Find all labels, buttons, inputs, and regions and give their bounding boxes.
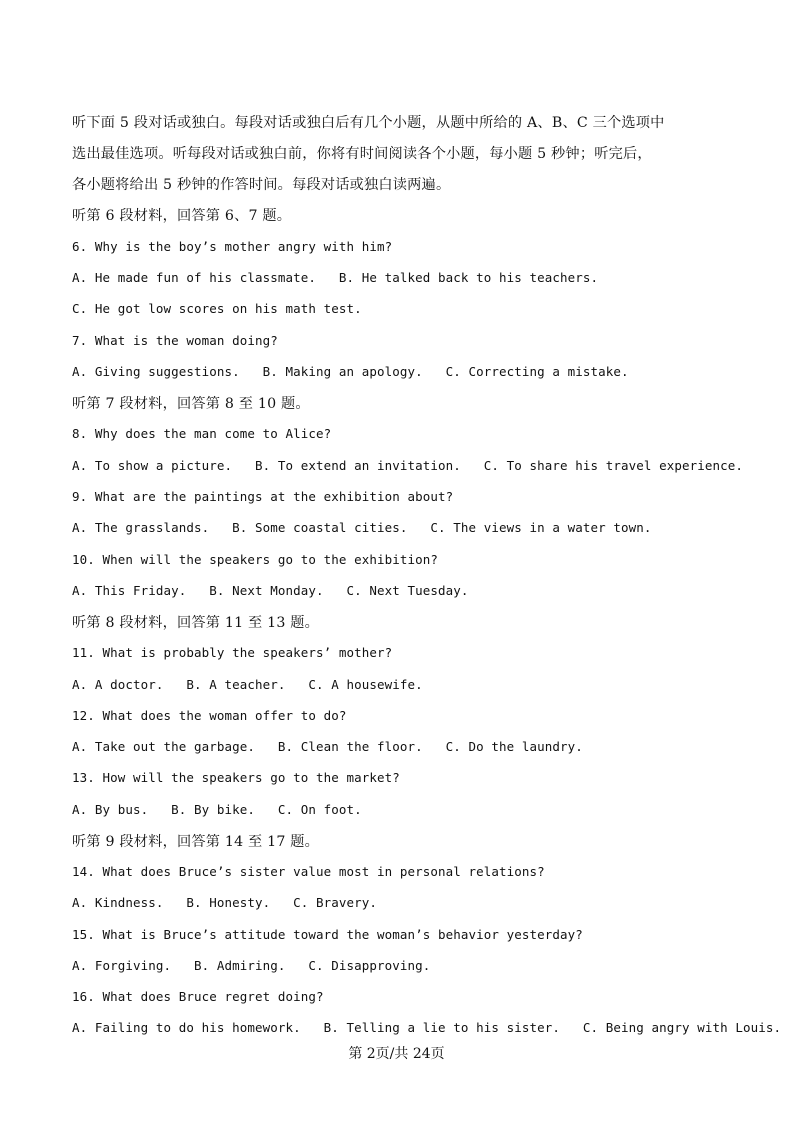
question-stem: 13. How will the speakers go to the market? <box>72 770 400 785</box>
question-options: A. By bus. B. By bike. C. On foot. <box>72 802 362 817</box>
instructions-line-3: 各小题将给出 5 秒钟的作答时间。每段对话或独白读两遍。 <box>72 177 451 193</box>
question-options: A. A doctor. B. A teacher. C. A housewife. <box>72 677 423 692</box>
question-options: A. Failing to do his homework. B. Telling a lie to his sister. C. Being angry with Louis. <box>72 1020 782 1035</box>
question-stem: 16. What does Bruce regret doing? <box>72 989 324 1004</box>
question-options: A. This Friday. B. Next Monday. C. Next Tuesday. <box>72 583 469 598</box>
question-options: A. Giving suggestions. B. Making an apology. C. Correcting a mistake. <box>72 364 629 379</box>
question-options: A. To show a picture. B. To extend an invitation. C. To share his travel experience. <box>72 458 744 473</box>
question-stem: 9. What are the paintings at the exhibition about? <box>72 489 454 504</box>
section-heading: 听第 8 段材料，回答第 11 至 13 题。 <box>72 615 320 631</box>
instructions-line-1: 听下面 5 段对话或独白。每段对话或独白后有几个小题，从题中所给的 A、B、C 三个选项中 <box>72 115 665 131</box>
section-heading: 听第 7 段材料，回答第 8 至 10 题。 <box>72 396 310 412</box>
instructions-line-2: 选出最佳选项。听每段对话或独白前，你将有时间阅读各个小题，每小题 5 秒钟；听完后， <box>72 146 652 162</box>
page-footer: 第 2页/共 24页 <box>348 1046 445 1062</box>
question-stem: 14. What does Bruce’s sister value most in personal relations? <box>72 864 545 879</box>
question-stem: 7. What is the woman doing? <box>72 333 278 348</box>
question-options: C. He got low scores on his math test. <box>72 301 362 316</box>
question-stem: 8. Why does the man come to Alice? <box>72 426 332 441</box>
question-options: A. Forgiving. B. Admiring. C. Disapproving. <box>72 958 431 973</box>
question-stem: 11. What is probably the speakers’ mother? <box>72 645 393 660</box>
question-options: A. The grasslands. B. Some coastal cities. C. The views in a water town. <box>72 520 652 535</box>
question-stem: 6. Why is the boy’s mother angry with him? <box>72 239 393 254</box>
question-stem: 15. What is Bruce’s attitude toward the woman’s behavior yesterday? <box>72 927 583 942</box>
section-heading: 听第 6 段材料，回答第 6、7 题。 <box>72 208 292 224</box>
question-stem: 10. When will the speakers go to the exhibition? <box>72 552 439 567</box>
question-options: A. He made fun of his classmate. B. He talked back to his teachers. <box>72 270 599 285</box>
question-options: A. Kindness. B. Honesty. C. Bravery. <box>72 895 378 910</box>
section-heading: 听第 9 段材料，回答第 14 至 17 题。 <box>72 834 320 850</box>
question-stem: 12. What does the woman offer to do? <box>72 708 347 723</box>
question-options: A. Take out the garbage. B. Clean the floor. C. Do the laundry. <box>72 739 583 754</box>
